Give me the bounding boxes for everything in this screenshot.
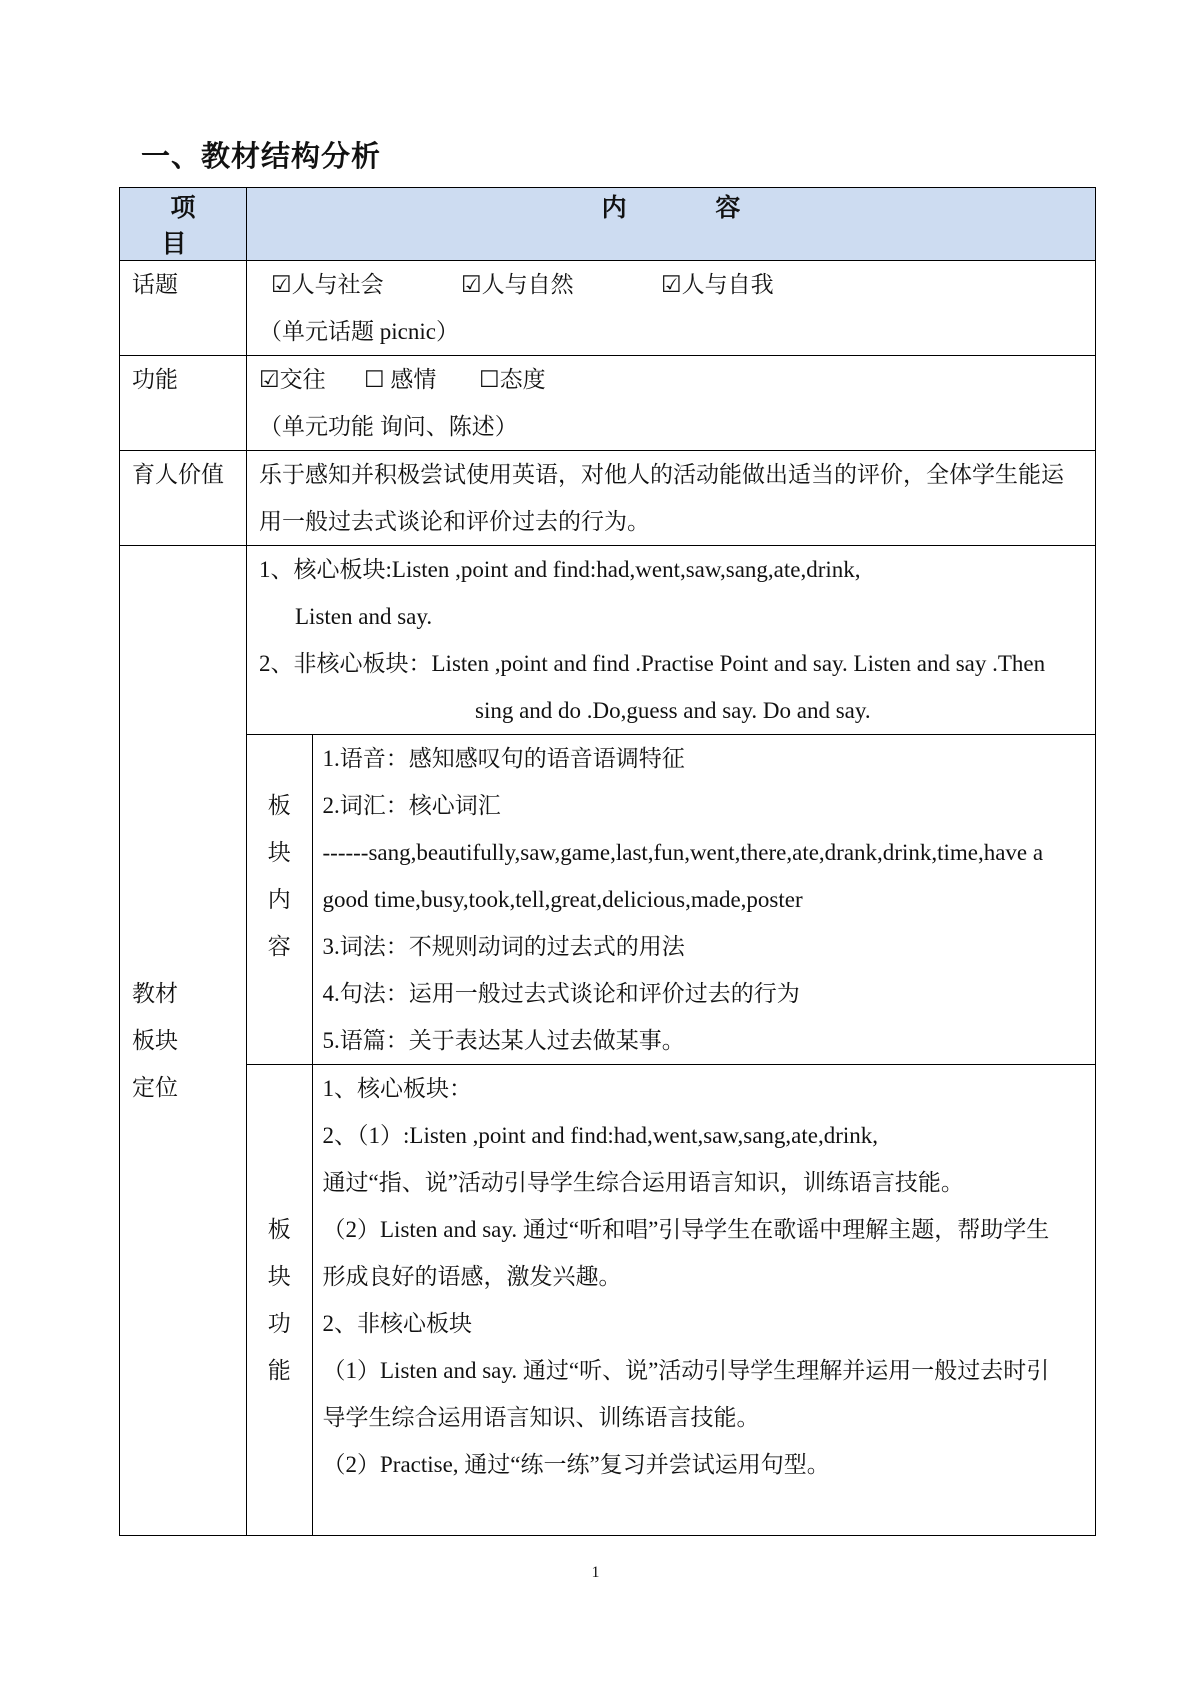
value-row — [120, 451, 1096, 546]
position-row — [120, 546, 1096, 1536]
content-line: 3.词法：不规则动词的过去式的用法 — [322, 934, 685, 959]
position-label-line: 定位 — [132, 1075, 178, 1100]
function-option-attitude: ☐态度 — [479, 367, 546, 392]
functions-label-char: 块 — [267, 1264, 291, 1289]
functions-line: 2、非核心板块 — [322, 1311, 472, 1336]
overview-line: sing and do .Do,guess and say. Do and say. — [475, 698, 871, 723]
header-item: 项 目 — [120, 188, 247, 261]
section-heading: 一、教材结构分析 — [141, 139, 382, 173]
topic-note: （单元话题 picnic） — [259, 319, 459, 344]
functions-line: 导学生综合运用语言知识、训练语言技能。 — [322, 1405, 760, 1430]
functions-label-char: 能 — [267, 1358, 291, 1383]
content-label-char: 块 — [267, 840, 291, 865]
content-label-char: 容 — [267, 934, 291, 959]
topic-content — [247, 261, 1096, 356]
content-lines — [312, 735, 1095, 1065]
value-label: 育人价值 — [120, 451, 247, 546]
content-label — [247, 735, 312, 1065]
content-line: 2.词汇：核心词汇 — [322, 793, 501, 818]
content-label-char: 内 — [267, 887, 291, 912]
content-line: 5.语篇：关于表达某人过去做某事。 — [322, 1028, 685, 1053]
functions-line: （2）Listen and say. 通过“听和唱”引导学生在歌谣中理解主题，帮助学生 — [322, 1217, 1050, 1242]
function-option-communication: ☑交往 — [259, 367, 326, 392]
functions-line: 1、核心板块： — [322, 1076, 472, 1101]
header-content: 内 容 — [247, 188, 1096, 261]
content-line: 1.语音：感知感叹句的语音语调特征 — [322, 746, 685, 771]
page-number: 1 — [591, 1564, 600, 1581]
content-line: ------sang,beautifully,saw,game,last,fun,went,there,ate,drank,drink,time,have a — [322, 840, 1044, 865]
position-content — [247, 546, 1096, 1536]
topic-option-nature: ☑人与自然 — [461, 272, 574, 297]
function-options — [259, 356, 1083, 403]
function-content — [247, 356, 1096, 451]
position-inner-table — [247, 546, 1095, 1535]
topic-options — [259, 261, 1083, 308]
table-header-row — [120, 188, 1096, 261]
function-row — [120, 356, 1096, 451]
overview-row — [247, 546, 1095, 735]
structure-analysis-table — [119, 187, 1096, 1536]
value-text: 乐于感知并积极尝试使用英语，对他人的活动能做出适当的评价，全体学生能运用一般过去式谈论和评价过去的行为。 — [247, 451, 1096, 546]
overview-line: 1、核心板块:Listen ,point and find:had,went,saw,sang,ate,drink, — [259, 557, 861, 582]
position-label — [120, 546, 247, 1536]
function-label: 功能 — [120, 356, 247, 451]
functions-label-char: 板 — [267, 1217, 291, 1242]
functions-row — [247, 1065, 1095, 1536]
topic-option-self: ☑人与自我 — [661, 272, 774, 297]
function-option-emotion: ☐ 感情 — [364, 367, 437, 392]
content-line: good time,busy,took,tell,great,delicious,made,poster — [322, 887, 803, 912]
functions-lines — [312, 1065, 1095, 1536]
functions-label-char: 功 — [267, 1311, 291, 1336]
content-line: 4.句法：运用一般过去式谈论和评价过去的行为 — [322, 981, 800, 1006]
content-row — [247, 735, 1095, 1065]
function-note: （单元功能 询问、陈述） — [259, 414, 518, 439]
topic-option-society: ☑人与社会 — [271, 272, 384, 297]
topic-label: 话题 — [120, 261, 247, 356]
overview-line: Listen and say. — [295, 604, 433, 629]
position-label-line: 板块 — [132, 1028, 178, 1053]
functions-line: 形成良好的语感，激发兴趣。 — [322, 1264, 622, 1289]
functions-line: 通过“指、说”活动引导学生综合运用语言知识，训练语言技能。 — [322, 1170, 964, 1195]
functions-line: 2、（1）:Listen ,point and find:had,went,saw,sang,ate,drink, — [322, 1123, 879, 1148]
functions-line: （2）Practise, 通过“练一练”复习并尝试运用句型。 — [322, 1452, 830, 1477]
overview-line: 2、非核心板块：Listen ,point and find .Practise Point and say. Listen and say .Then — [259, 651, 1046, 676]
position-label-line: 教材 — [132, 981, 178, 1006]
topic-row — [120, 261, 1096, 356]
content-label-char: 板 — [267, 793, 291, 818]
functions-line: （1）Listen and say. 通过“听、说”活动引导学生理解并运用一般过去时引 — [322, 1358, 1050, 1383]
functions-label — [247, 1065, 312, 1536]
